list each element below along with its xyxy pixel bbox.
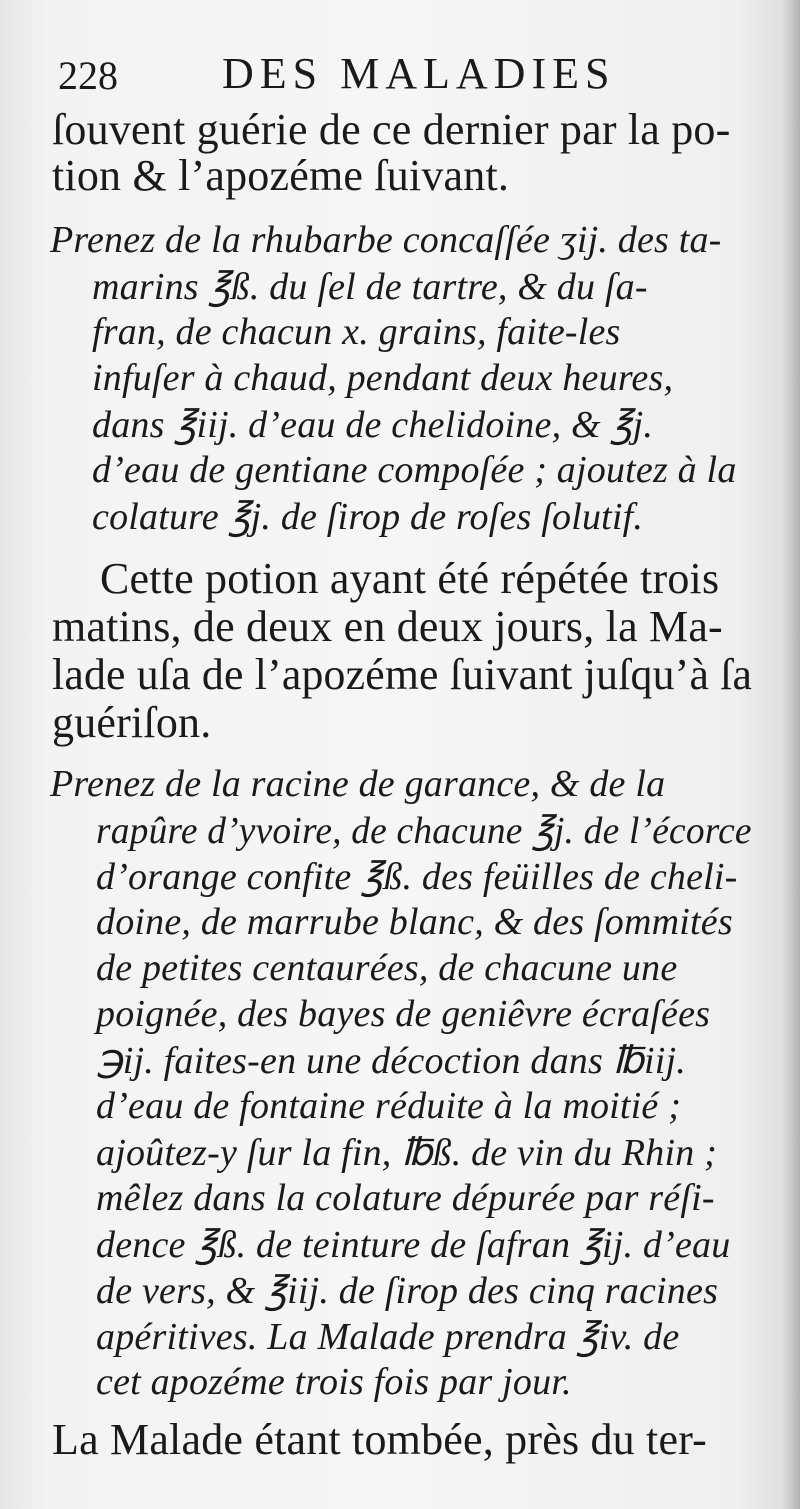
- recipe-line: d’orange confite ℥ß. des feüilles de cheli-: [96, 856, 738, 898]
- text-line: La Malade étant tombée, près du ter-: [52, 1415, 708, 1464]
- recipe-line: poignée, des bayes de geniêvre écraſées: [96, 993, 711, 1035]
- recipe-line: Prenez de la racine de garance, & de la: [50, 763, 666, 805]
- text-line: tion & l’apozéme ſuivant.: [52, 151, 510, 200]
- recipe-line: apéritives. La Malade prendra ℥iv. de: [96, 1316, 680, 1358]
- text-line: matins, de deux en deux jours, la Ma-: [52, 602, 723, 651]
- recipe-line: dans ℥iij. d’eau de chelidoine, & ℥j.: [92, 404, 654, 446]
- recipe-line: marins ℥ß. du ſel de tartre, & du ſa-: [92, 266, 648, 308]
- running-title: DES MALADIES: [222, 49, 616, 98]
- text-line: ſouvent guérie de ce dernier par la po-: [52, 105, 731, 154]
- recipe-line: fran, de chacun x. grains, faite-les: [92, 311, 621, 353]
- recipe-line: de vers, & ℥iij. de ſirop des cinq racines: [96, 1270, 719, 1312]
- recipe-line: Prenez de la rhubarbe concaſſée ʒij. des ta-: [50, 219, 722, 261]
- recipe-line: infuſer à chaud, pendant deux heures,: [92, 357, 674, 399]
- recipe-line: ajoûtez-y ſur la fin, ℔ß. de vin du Rhin ;: [96, 1132, 718, 1174]
- recipe-line: cet apozéme trois fois par jour.: [96, 1361, 572, 1403]
- text-line: Cette potion ayant été répétée trois: [100, 554, 720, 603]
- recipe-line: de petites centaurées, de chacune une: [96, 947, 678, 989]
- recipe-line: rapûre d’yvoire, de chacune ℥j. de l’écorce: [96, 810, 752, 852]
- page-number: 228: [58, 53, 118, 98]
- recipe-line: colature ℥j. de ſirop de roſes ſolutif.: [92, 496, 644, 538]
- recipe-line: d’eau de fontaine réduite à la moitié ;: [96, 1085, 682, 1127]
- recipe-line: dence ℥ß. de teinture de ſafran ℥ij. d’eau: [96, 1224, 731, 1266]
- text-line: lade uſa de l’apozéme ſuivant juſqu’à ſa: [52, 650, 753, 699]
- page-gutter-shadow: [782, 0, 800, 1509]
- recipe-line: doine, de marrube blanc, & des ſommités: [96, 901, 733, 943]
- text-line: guériſon.: [52, 698, 212, 747]
- recipe-line: d’eau de gentiane compoſée ; ajoutez à la: [92, 449, 737, 491]
- recipe-line: mêlez dans la colature dépurée par réſi-: [96, 1177, 715, 1219]
- recipe-line: ℈ij. faites-en une décoction dans ℔iij.: [96, 1040, 686, 1082]
